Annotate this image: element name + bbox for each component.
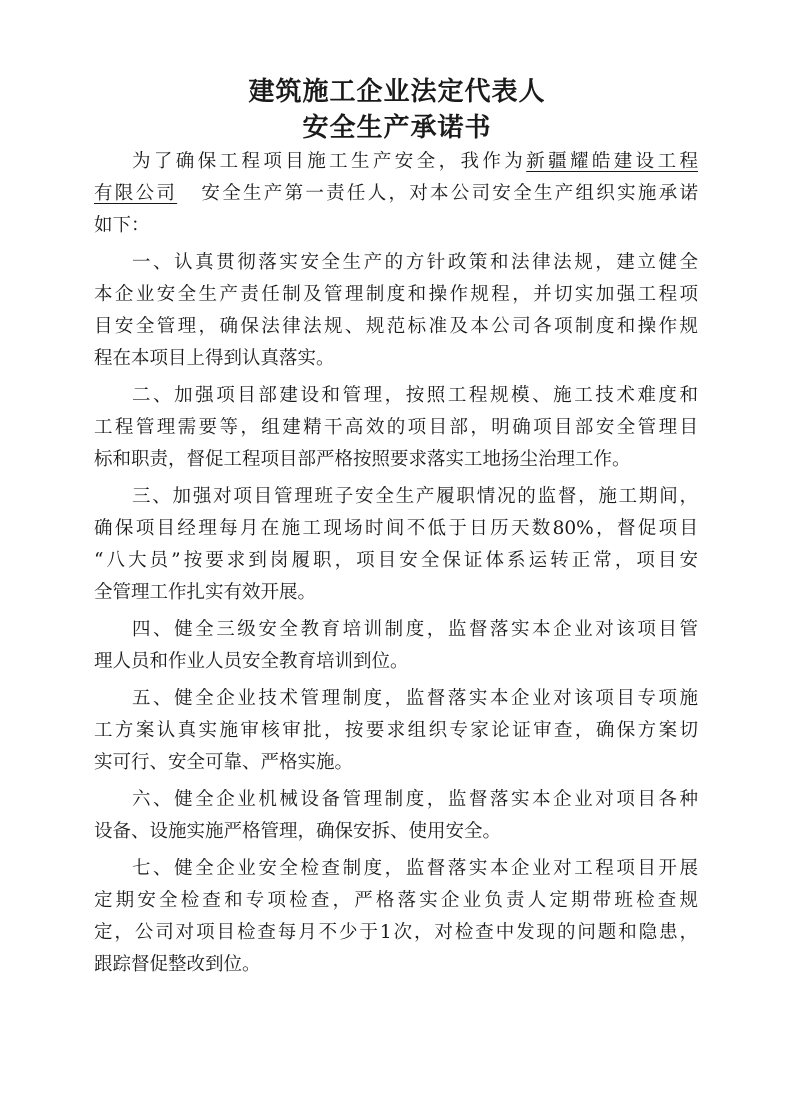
paragraph-1-line: 本企业安全生产责任制及管理制度和操作规程，并切实加强工程项 (94, 284, 698, 305)
company-name-fill-2: 有限公司 (94, 183, 178, 204)
paragraph-7-line: 跟踪督促整改到位。 (94, 954, 261, 975)
paragraph-1-line: 一、认真贯彻落实安全生产的方针政策和法律法规，建立健全 (132, 252, 698, 273)
paragraph-3-line: 三、加强对项目管理班子安全生产履职情况的监督，施工期间， (132, 486, 698, 507)
paragraph-5-line: 实可行、安全可靠、严格实施。 (94, 752, 354, 773)
paragraph-2-line: 工程管理需要等，组建精干高效的项目部，明确项目部安全管理目 (94, 417, 698, 438)
title-line-1: 建筑施工企业法定代表人 (248, 77, 546, 107)
paragraph-6-line: 六、健全企业机械设备管理制度，监督落实本企业对项目各种 (132, 789, 698, 810)
paragraph-7-line: 定期安全检查和专项检查，严格落实企业负责人定期带班检查规 (94, 890, 698, 911)
paragraph-5-line: 工方案认真实施审核审批，按要求组织专家论证审查，确保方案切 (94, 720, 698, 741)
paragraph-3-line: “八大员”按要求到岗履职，项目安全保证体系运转正常，项目安 (94, 550, 698, 571)
paragraph-4-line: 四、健全三级安全教育培训制度，监督落实本企业对该项目管 (132, 619, 698, 640)
intro-line-3: 如下： (94, 215, 150, 236)
paragraph-7-line: 七、健全企业安全检查制度，监督落实本企业对工程项目开展 (132, 858, 698, 879)
paragraph-6-line: 设备、设施实施严格管理，确保安拆、使用安全。 (94, 821, 502, 842)
paragraph-5-line: 五、健全企业技术管理制度，监督落实本企业对该项目专项施 (132, 688, 698, 709)
paragraph-1-line: 程在本项目上得到认真落实。 (94, 348, 335, 369)
paragraph-2-line: 二、加强项目部建设和管理，按照工程规模、施工技术难度和 (132, 385, 698, 406)
paragraph-3-line: 全管理工作扎实有效开展。 (94, 582, 317, 603)
intro-line-1: 为了确保工程项目施工生产安全，我作为新疆耀皓建设工程 (132, 151, 698, 172)
paragraph-1-line: 目安全管理，确保法律法规、规范标准及本公司各项制度和操作规 (94, 316, 698, 337)
paragraph-4-line: 理人员和作业人员安全教育培训到位。 (94, 651, 409, 672)
intro-line-2: 有限公司 安全生产第一责任人，对本公司安全生产组织实施承诺 (94, 183, 698, 204)
title-line-2: 安全生产承诺书 (302, 113, 492, 143)
paragraph-7-line: 定，公司对项目检查每月不少于1次，对检查中发现的问题和隐患， (94, 922, 698, 943)
company-name-fill-1: 新疆耀皓建设工程 (526, 151, 698, 172)
paragraph-2-line: 标和职责，督促工程项目部严格按照要求落实工地扬尘治理工作。 (94, 449, 631, 470)
paragraph-3-line: 确保项目经理每月在施工现场时间不低于日历天数80%，督促项目 (94, 518, 698, 539)
